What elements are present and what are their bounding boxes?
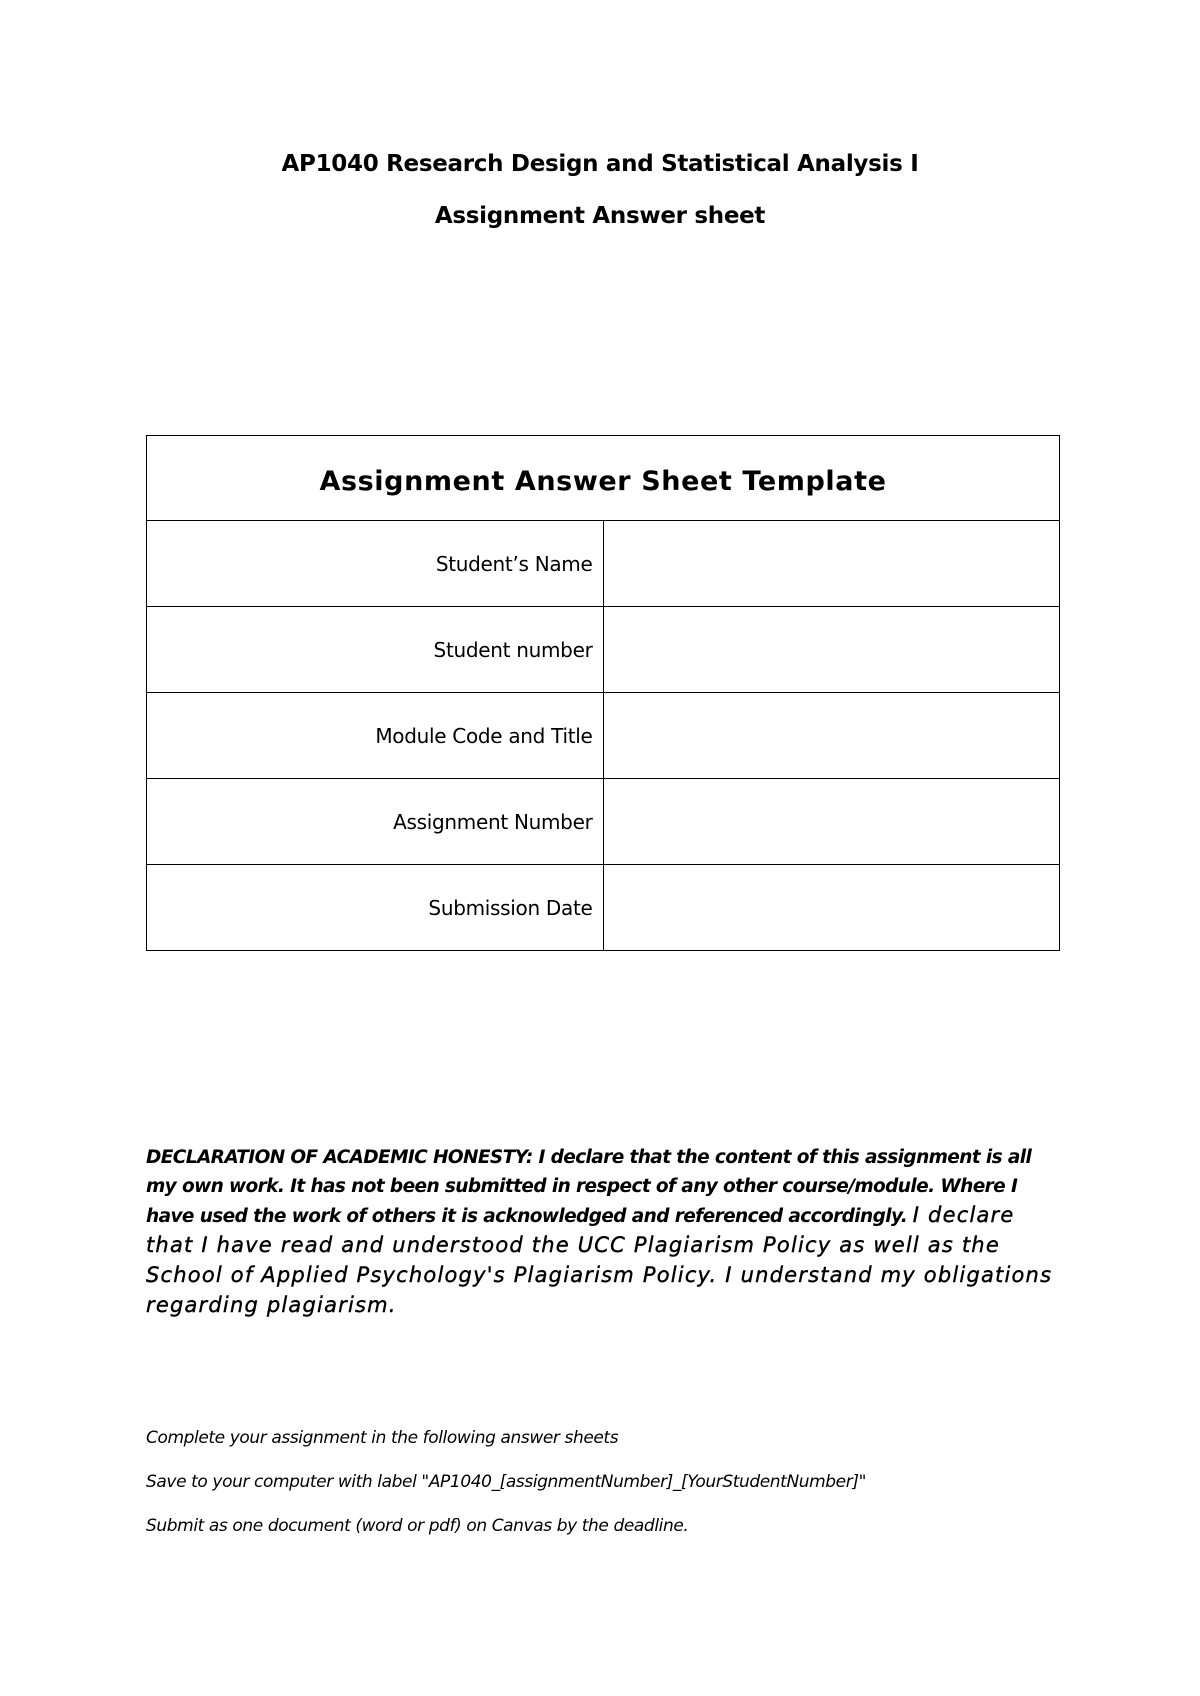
assignment-number-label: Assignment Number [147, 779, 604, 865]
table-heading: Assignment Answer Sheet Template [147, 436, 1060, 521]
submission-instructions [146, 1426, 1066, 1558]
table-row [147, 607, 1060, 693]
sheet-title: Assignment Answer sheet [434, 203, 766, 229]
table-heading-row [147, 436, 1060, 521]
student-number-field[interactable] [603, 607, 1060, 693]
instruction-submit: Submit as one document (word or pdf) on Canvas by the deadline. [146, 1516, 689, 1536]
instruction-complete: Complete your assignment in the following answer sheets [146, 1428, 619, 1448]
module-code-title-field[interactable] [603, 693, 1060, 779]
student-name-label: Student’s Name [147, 521, 604, 607]
submission-date-field[interactable] [603, 865, 1060, 951]
declaration-main-text: DECLARATION OF ACADEMIC HONESTY: I declare that the content of this assignment is all my own work. It has not been submitted in respect of any other course/module. Where I have used the work of others it is acknowledged and referenced accordingly. [146, 1147, 1032, 1227]
table-row [147, 865, 1060, 951]
answer-sheet-template-table [146, 435, 1060, 951]
table-row [147, 521, 1060, 607]
declaration-policy-text: I declare that I have read and understood the UCC Plagiarism Policy as well as the School of Applied Psychology's Plagiarism Policy. I understand my obligations regarding plagiarism. [146, 1203, 1053, 1317]
table-row [147, 779, 1060, 865]
student-number-label: Student number [147, 607, 604, 693]
academic-honesty-declaration [146, 1143, 1066, 1321]
assignment-number-field[interactable] [603, 779, 1060, 865]
student-name-field[interactable] [603, 521, 1060, 607]
course-title: AP1040 Research Design and Statistical Analysis I [281, 151, 919, 177]
module-code-title-label: Module Code and Title [147, 693, 604, 779]
instruction-save: Save to your computer with label "AP1040_[assignmentNumber]_[YourStudentNumber]" [146, 1472, 866, 1492]
table-row [147, 693, 1060, 779]
submission-date-label: Submission Date [147, 865, 604, 951]
